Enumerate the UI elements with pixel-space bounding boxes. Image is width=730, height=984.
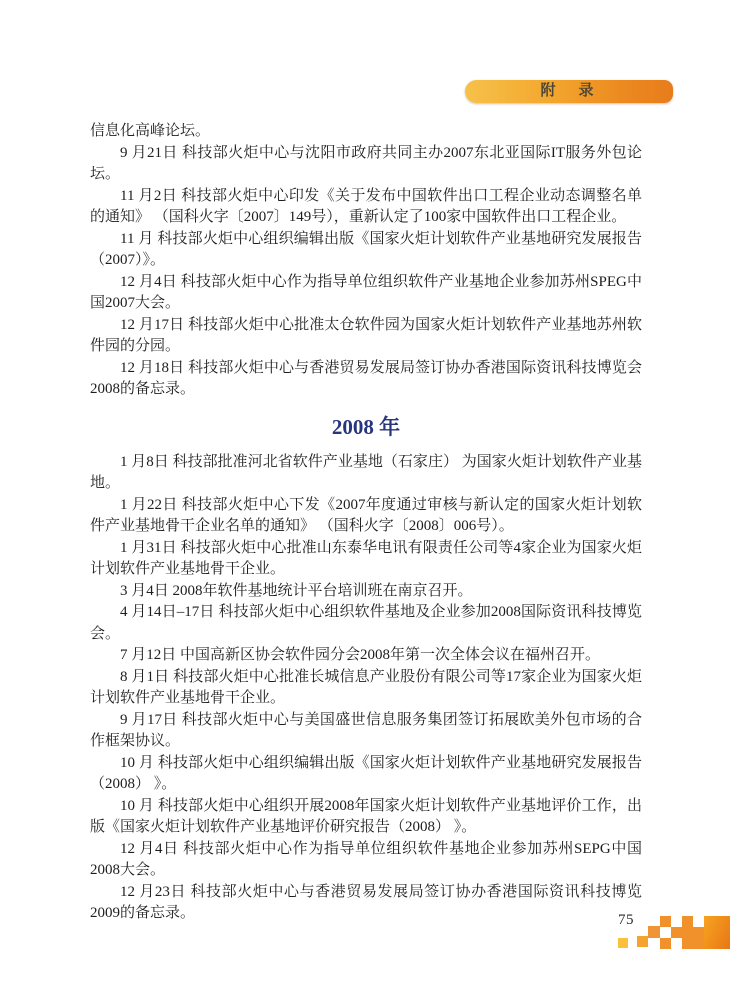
timeline-entry: 1 月31日 科技部火炬中心批准山东泰华电讯有限责任公司等4家企业为国家火炬计划软件产业基地骨干企业。 — [90, 539, 642, 577]
timeline-entry: 11 月 科技部火炬中心组织编辑出版《国家火炬计划软件产业基地研究发展报告（2007）》。 — [90, 230, 642, 268]
mosaic-block — [704, 916, 730, 949]
mosaic-square — [693, 927, 704, 938]
appendix-tab — [465, 80, 673, 103]
page-number: 75 — [618, 912, 634, 928]
timeline-entry: 12 月17日 科技部火炬中心批准太仓软件园为国家火炬计划软件产业基地苏州软件园的分园。 — [90, 316, 642, 354]
timeline-entry: 10 月 科技部火炬中心组织开展2008年国家火炬计划软件产业基地评价工作，出版《国家火炬计划软件产业基地评价研究报告（2008） 》。 — [90, 797, 642, 835]
mosaic-square — [682, 927, 693, 938]
timeline-entry: 12 月4日 科技部火炬中心作为指导单位组织软件基地企业参加苏州SEPG中国2008大会。 — [90, 840, 642, 878]
timeline-entry: 8 月1日 科技部火炬中心批准长城信息产业股份有限公司等17家企业为国家火炬计划软件产业基地骨干企业。 — [90, 668, 642, 706]
timeline-entry: 12 月18日 科技部火炬中心与香港贸易发展局签订协办香港国际资讯科技博览会2008的备忘录。 — [90, 359, 642, 397]
mosaic-square — [618, 938, 628, 948]
timeline-entry: 信息化高峰论坛。 — [90, 123, 211, 139]
mosaic-square — [660, 916, 671, 927]
timeline-entry: 4 月14日–17日 科技部火炬中心组织软件基地及企业参加2008国际资讯科技博览会。 — [90, 604, 642, 642]
timeline-entry: 1 月8日 科技部批准河北省软件产业基地（石家庄） 为国家火炬计划软件产业基地。 — [90, 453, 642, 491]
mosaic-square — [682, 916, 693, 927]
mosaic-square — [648, 926, 660, 938]
page-content — [90, 121, 642, 925]
timeline-entry: 9 月21日 科技部火炬中心与沈阳市政府共同主办2007东北亚国际IT服务外包论坛。 — [90, 144, 642, 182]
appendix-tab-label: 附 录 — [540, 83, 598, 99]
timeline-entry: 12 月4日 科技部火炬中心作为指导单位组织软件产业基地企业参加苏州SPEG中国2007大会。 — [90, 273, 642, 311]
mosaic-square — [693, 938, 704, 949]
timeline-entry: 10 月 科技部火炬中心组织编辑出版《国家火炬计划软件产业基地研究发展报告（2008） 》。 — [90, 754, 642, 792]
entries-2007 — [90, 121, 642, 401]
timeline-entry: 12 月23日 科技部火炬中心与香港贸易发展局签订协办香港国际资讯科技博览2009的备忘录。 — [90, 883, 642, 921]
year-heading-2008: 2008 年 — [331, 414, 401, 439]
entries-2008 — [90, 452, 642, 925]
mosaic-square — [660, 938, 671, 949]
timeline-entry: 3 月4日 2008年软件基地统计平台培训班在南京召开。 — [120, 582, 473, 599]
mosaic-square — [682, 938, 693, 949]
timeline-entry: 9 月17日 科技部火炬中心与美国盛世信息服务集团签订拓展欧美外包市场的合作框架协议。 — [90, 711, 642, 749]
timeline-entry: 1 月22日 科技部火炬中心下发《2007年度通过审核与新认定的国家火炬计划软件产业基地骨干企业名单的通知》 （国科火字〔2008〕006号）。 — [90, 496, 642, 534]
timeline-entry: 11 月2日 科技部火炬中心印发《关于发布中国软件出口工程企业动态调整名单的通知》 （国科火字〔2007〕149号），重新认定了100家中国软件出口工程企业。 — [90, 187, 642, 225]
mosaic-square — [671, 927, 682, 938]
mosaic-square — [637, 936, 648, 947]
timeline-entry: 7 月12日 中国高新区协会软件园分会2008年第一次全体会议在福州召开。 — [120, 647, 601, 663]
